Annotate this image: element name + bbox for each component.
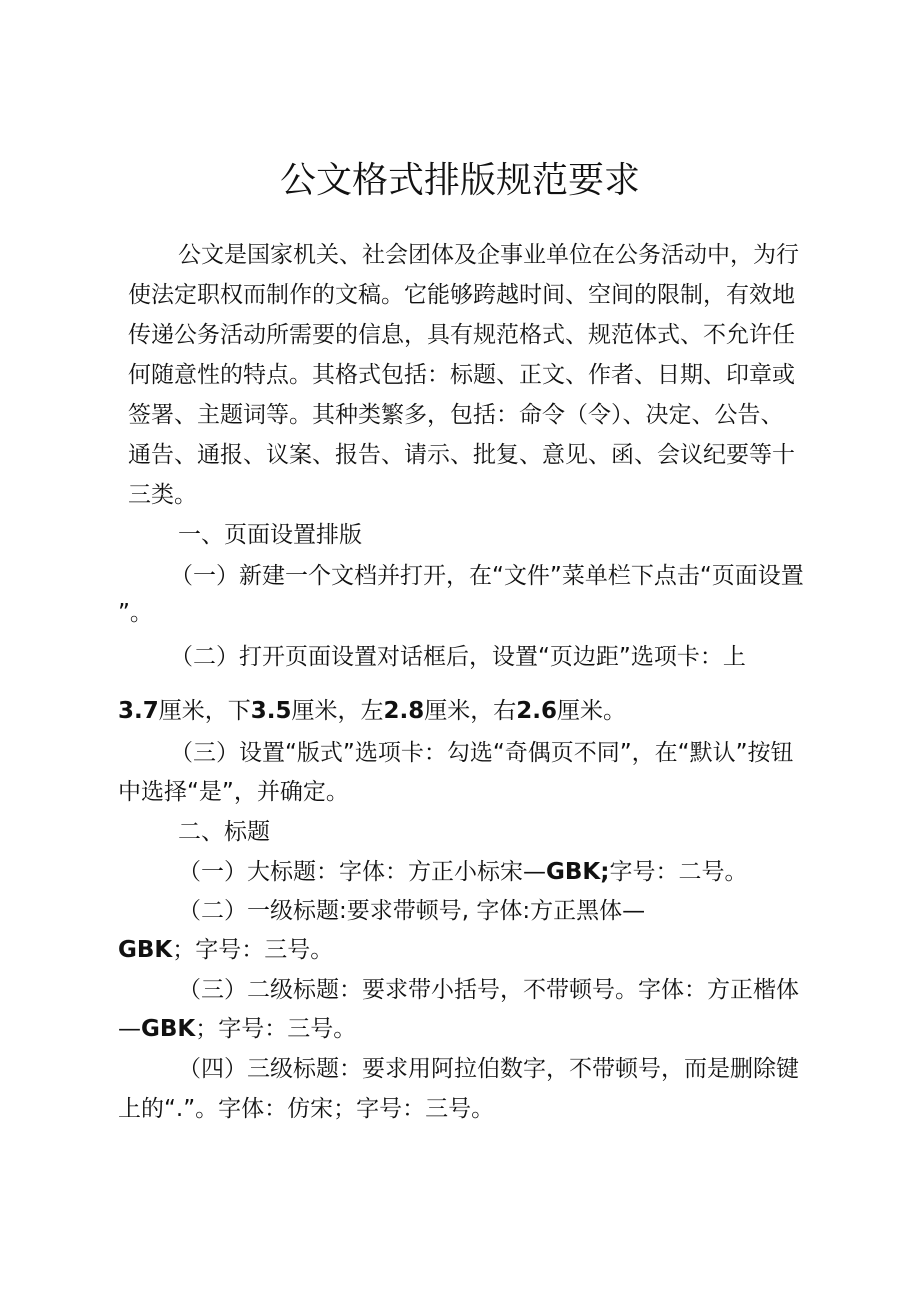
- margin-text-4: 厘米。: [557, 698, 626, 724]
- section-2-item-4-line-1: （四）三级标题：要求用阿拉伯数字，不带顿号，而是删除键: [178, 1056, 799, 1082]
- section-1-item-1-line-2: ”。: [118, 600, 153, 626]
- section-1-item-2-line-1: （二）打开页面设置对话框后，设置“页边距”选项卡：上: [170, 644, 746, 670]
- intro-line-1: 公文是国家机关、社会团体及企事业单位在公务活动中，为行: [178, 242, 799, 268]
- intro-line-7: 三类。: [128, 482, 197, 508]
- font-size-text: ；字号：三号。: [172, 937, 334, 963]
- section-1-item-3-line-2: 中选择“是”，并确定。: [118, 779, 349, 805]
- section-1-item-2-line-2: [118, 696, 626, 726]
- document-title: 公文格式排版规范要求: [279, 160, 640, 201]
- margin-text-1: 厘米，下: [158, 698, 251, 724]
- font-code: GBK: [118, 937, 173, 963]
- section-2-item-4-line-2: 上的“.”。字体：仿宋；字号：三号。: [118, 1096, 495, 1122]
- section-1-item-1-line-1: （一）新建一个文档并打开，在“文件”菜单栏下点击“页面设置: [170, 563, 804, 589]
- intro-line-6: 通告、通报、议案、报告、请示、批复、意见、函、会议纪要等十: [128, 442, 795, 468]
- section-2-item-1: [178, 857, 747, 887]
- section-2-heading: 二、标题: [178, 819, 270, 845]
- font-code: GBK: [141, 1016, 196, 1042]
- margin-text-2: 厘米，左: [291, 698, 384, 724]
- section-2-item-3-line-2: [118, 1014, 356, 1044]
- section-2-item-3-line-1: （三）二级标题：要求带小括号，不带顿号。字体：方正楷体: [178, 977, 799, 1003]
- section-2-item-2-line-1: （二）一级标题:要求带顿号, 字体:方正黑体—: [178, 898, 646, 924]
- intro-line-5: 签署、主题词等。其种类繁多，包括：命令（令）、决定、公告、: [128, 402, 784, 428]
- bottom-margin-value: 3.5: [250, 698, 292, 724]
- intro-line-2: 使法定职权而制作的文稿。它能够跨越时间、空间的限制，有效地: [128, 282, 795, 308]
- section-1-item-3-line-1: （三）设置“版式”选项卡：勾选“奇偶页不同”，在“默认”按钮: [170, 740, 794, 766]
- font-code: GBK;: [546, 859, 610, 885]
- top-margin-value: 3.7: [118, 698, 159, 724]
- intro-line-3: 传递公务活动所需要的信息，具有规范格式、规范体式、不允许任: [128, 322, 795, 348]
- section-2-item-2-line-2: [118, 935, 333, 965]
- heading-spec-text: （一）大标题：字体：方正小标宋—: [178, 859, 546, 885]
- intro-line-4: 何随意性的特点。其格式包括：标题、正文、作者、日期、印章或: [128, 362, 795, 388]
- font-size-text: 字号：二号。: [609, 859, 748, 885]
- right-margin-value: 2.6: [516, 698, 557, 724]
- font-size-text: ；字号：三号。: [195, 1016, 357, 1042]
- dash-text: —: [118, 1016, 141, 1042]
- margin-text-3: 厘米，右: [424, 698, 517, 724]
- left-margin-value: 2.8: [383, 698, 425, 724]
- section-1-heading: 一、页面设置排版: [178, 522, 362, 548]
